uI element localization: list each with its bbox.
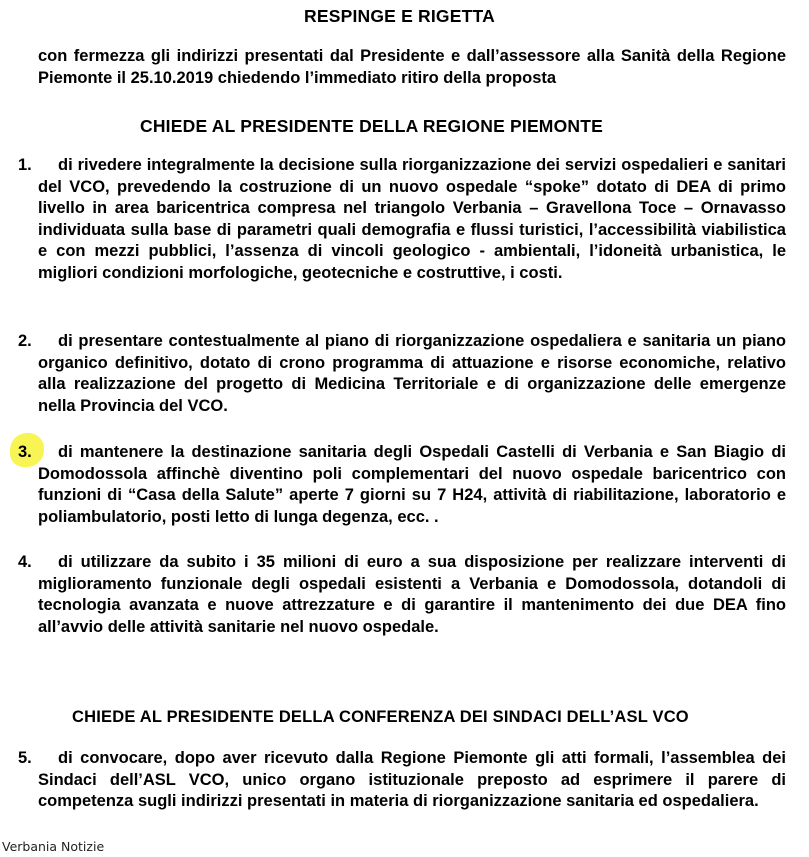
heading-respinge-rigetta: RESPINGE E RIGETTA bbox=[304, 6, 495, 26]
heading-chiede-conferenza-sindaci: CHIEDE AL PRESIDENTE DELLA CONFERENZA DEI SINDACI DELL’ASL VCO bbox=[72, 708, 689, 726]
item-number: 1. bbox=[18, 156, 32, 174]
item-text: di presentare contestualmente al piano di riorganizzazione ospedaliera e sanitaria un piano organico definitivo, dotato di crono programma di attuazione e risorse economiche, relativo alla realizzazione del progetto di Medicina Territoriale e di organizzazione delle emergenze nella Provincia del VCO. bbox=[38, 332, 786, 415]
watermark: Verbania Notizie bbox=[2, 839, 105, 854]
item-text: di rivedere integralmente la decisione sulla riorganizzazione dei servizi ospedalieri e sanitari del VCO, prevedendo la costruzione di un nuovo ospedale “spoke” dotato di DEA di primo livello in area baricentrica compresa nel triangolo Verbania – Gravellona Toce – Ornavasso individuata sulla base di parametri quali demografia e flussi turistici, l’accessibilità viabilistica e con mezzi pubblici, l’assenza di vincoli geologico - ambientali, l’idoneità urbanistica, le migliori condizioni morfologiche, geotecniche e costruttive, i costi. bbox=[38, 156, 786, 282]
item-number: 2. bbox=[18, 332, 32, 350]
item-text: di convocare, dopo aver ricevuto dalla Regione Piemonte gli atti formali, l’assemblea dei Sindaci dell’ASL VCO, unico organo istituzionale preposto ad esprimere il parere di competenza sugli indirizzi presentati in materia di riorganizzazione sanitaria ed ospedaliera. bbox=[38, 749, 786, 810]
item-text: di mantenere la destinazione sanitaria degli Ospedali Castelli di Verbania e San Biagio di Domodossola affinchè diventino poli complementari del nuovo ospedale baricentrico con funzioni di “Casa della Salute” aperte 7 giorni su 7 H24, attività di riabilitazione, laboratorio e poliambulatorio, posti letto di lunga degenza, ecc. . bbox=[38, 443, 786, 526]
list-item-2 bbox=[18, 331, 786, 417]
list-item-4 bbox=[18, 552, 786, 638]
list-item-5 bbox=[18, 748, 786, 813]
heading-chiede-presidente-regione: CHIEDE AL PRESIDENTE DELLA REGIONE PIEMONTE bbox=[140, 116, 604, 136]
item-number: 5. bbox=[18, 749, 32, 767]
list-item-3 bbox=[18, 442, 786, 528]
intro-paragraph: con fermezza gli indirizzi presentati dal Presidente e dall’assessore alla Sanità della Regione Piemonte il 25.10.2019 chiedendo l’immediato ritiro della proposta bbox=[38, 47, 786, 87]
item-text: di utilizzare da subito i 35 milioni di euro a sua disposizione per realizzare interventi di miglioramento funzionale degli ospedali esistenti a Verbania e Domodossola, dotandoli di tecnologia avanzata e nuove attrezzature e di garantire il mantenimento dei due DEA fino all’avvio delle attività sanitarie nel nuovo ospedale. bbox=[38, 553, 786, 636]
item-number: 3. bbox=[18, 443, 32, 461]
item-number: 4. bbox=[18, 553, 32, 571]
list-item-1 bbox=[18, 155, 786, 284]
